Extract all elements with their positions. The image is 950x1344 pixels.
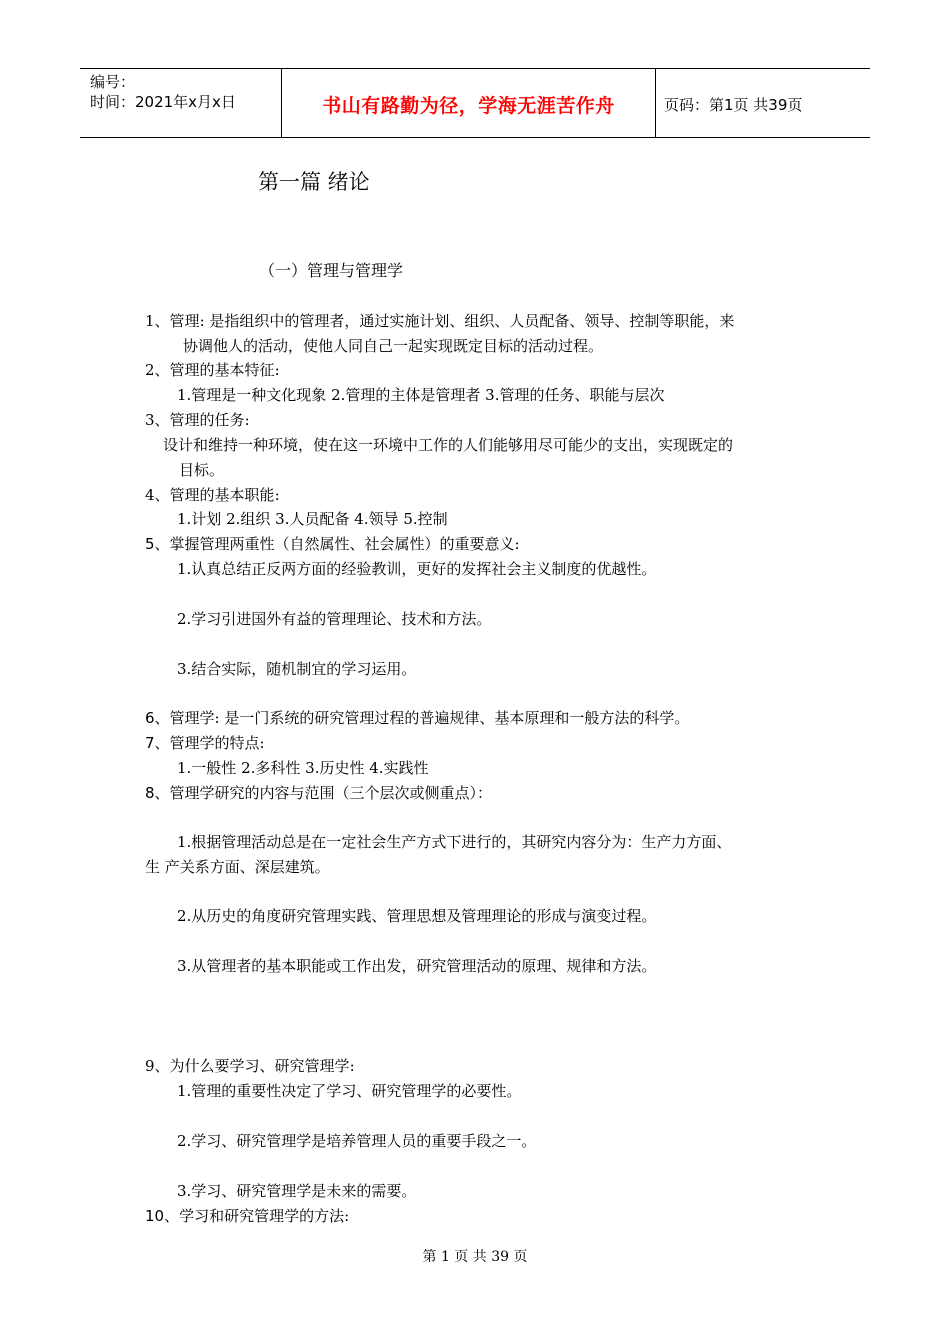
motto: 书山有路勤为径，学海无涯苦作舟 [322,95,615,117]
item-6 [145,708,689,728]
item-4-body: 1.计划 2.组织 3.人员配备 4.领导 5.控制 [177,510,448,528]
item-9-number: 9、 [145,1057,170,1075]
item-5-heading [145,534,520,554]
item-1-text: : 是指组织中的管理者，通过实施计划、组织、人员配备、领导、控制等职能，来 [199,312,735,330]
item-10-colon: : [344,1207,350,1225]
item-2-term: 管理的基本特征 [169,361,275,379]
item-5-point-2: 2.学习引进国外有益的管理理论、技术和方法。 [177,610,492,628]
item-3-body: 设计和维持一种环境，使在这一环境中工作的人们能够用尽可能少的支出，实现既定的 [163,436,734,454]
item-6-text: : 是一门系统的研究管理过程的普遍规律、基本原理和一般方法的科学。 [214,709,690,727]
item-4-term: 管理的基本职能 [169,486,275,504]
item-9-colon: : [349,1057,355,1075]
item-2-body: 1.管理是一种文化现象 2.管理的主体是管理者 3.管理的任务、职能与层次 [177,386,665,404]
item-8-point-2: 2.从历史的角度研究管理实践、管理思想及管理理论的形成与演变过程。 [177,907,657,925]
item-8-heading: 8、管理学研究的内容与范围（三个层次或侧重点）： [145,784,493,802]
item-8-point-1: 1.根据管理活动总是在一定社会生产方式下进行的，其研究内容分为：生产力方面、 [177,833,732,851]
item-7-body: 1.一般性 2.多科性 3.历史性 4.实践性 [177,759,429,777]
item-5-colon: : [514,535,520,553]
page-header [80,68,870,138]
item-3-term: 管理的任务 [169,411,245,429]
item-8-point-1-continuation: 生 产关系方面、深层建筑。 [145,858,330,876]
document-time: 时间：2021年x月x日 [90,93,236,111]
item-4-colon: : [274,486,280,504]
item-2-heading [145,360,280,380]
item-5-point-1: 1.认真总结正反两方面的经验教训，更好的发挥社会主义制度的优越性。 [177,560,657,578]
item-9-point-1: 1.管理的重要性决定了学习、研究管理学的必要性。 [177,1082,522,1100]
item-1-term: 管理 [169,312,200,330]
item-4-heading [145,485,280,505]
item-2-number: 2、 [145,361,170,379]
section-title: （一）管理与管理学 [259,261,404,280]
item-2-colon: : [274,361,280,379]
header-page-cell [655,69,870,137]
item-6-title: 6、管理学 [145,709,215,727]
item-1 [145,311,734,331]
item-3-continuation: 目标。 [179,461,225,479]
item-9-heading [145,1056,355,1076]
item-4-number: 4、 [145,486,170,504]
item-7-colon: : [259,734,265,752]
header-meta-cell [80,69,281,137]
item-3-number: 3、 [145,411,170,429]
item-10-title: 10、学习和研究管理学的方法 [145,1207,345,1225]
item-3-heading [145,410,250,430]
document-code: 编号： [90,73,136,91]
item-9-point-3: 3.学习、研究管理学是未来的需要。 [177,1182,417,1200]
item-1-continuation: 协调他人的活动，使他人同自己一起实现既定目标的活动过程。 [183,337,604,355]
item-7-heading [145,733,265,753]
item-3-colon: : [244,411,250,429]
item-8-point-3: 3.从管理者的基本职能或工作出发，研究管理活动的原理、规律和方法。 [177,957,657,975]
item-9-point-2: 2.学习、研究管理学是培养管理人员的重要手段之一。 [177,1132,537,1150]
item-7-title: 7、管理学的特点 [145,734,260,752]
item-5-point-3: 3.结合实际，随机制宜的学习运用。 [177,660,417,678]
item-1-number: 1、 [145,312,170,330]
item-5-title: 5、掌握管理两重性（自然属性、社会属性）的重要意义 [145,535,515,553]
item-10-heading [145,1206,349,1226]
chapter-title: 第一篇 绪论 [258,170,370,194]
item-9-term: 为什么要学习、研究管理学 [169,1057,350,1075]
header-motto-cell [281,69,656,137]
page-footer: 第 1 页 共 39 页 [422,1249,528,1265]
header-page-info: 页码：第1页 共39页 [664,96,803,114]
